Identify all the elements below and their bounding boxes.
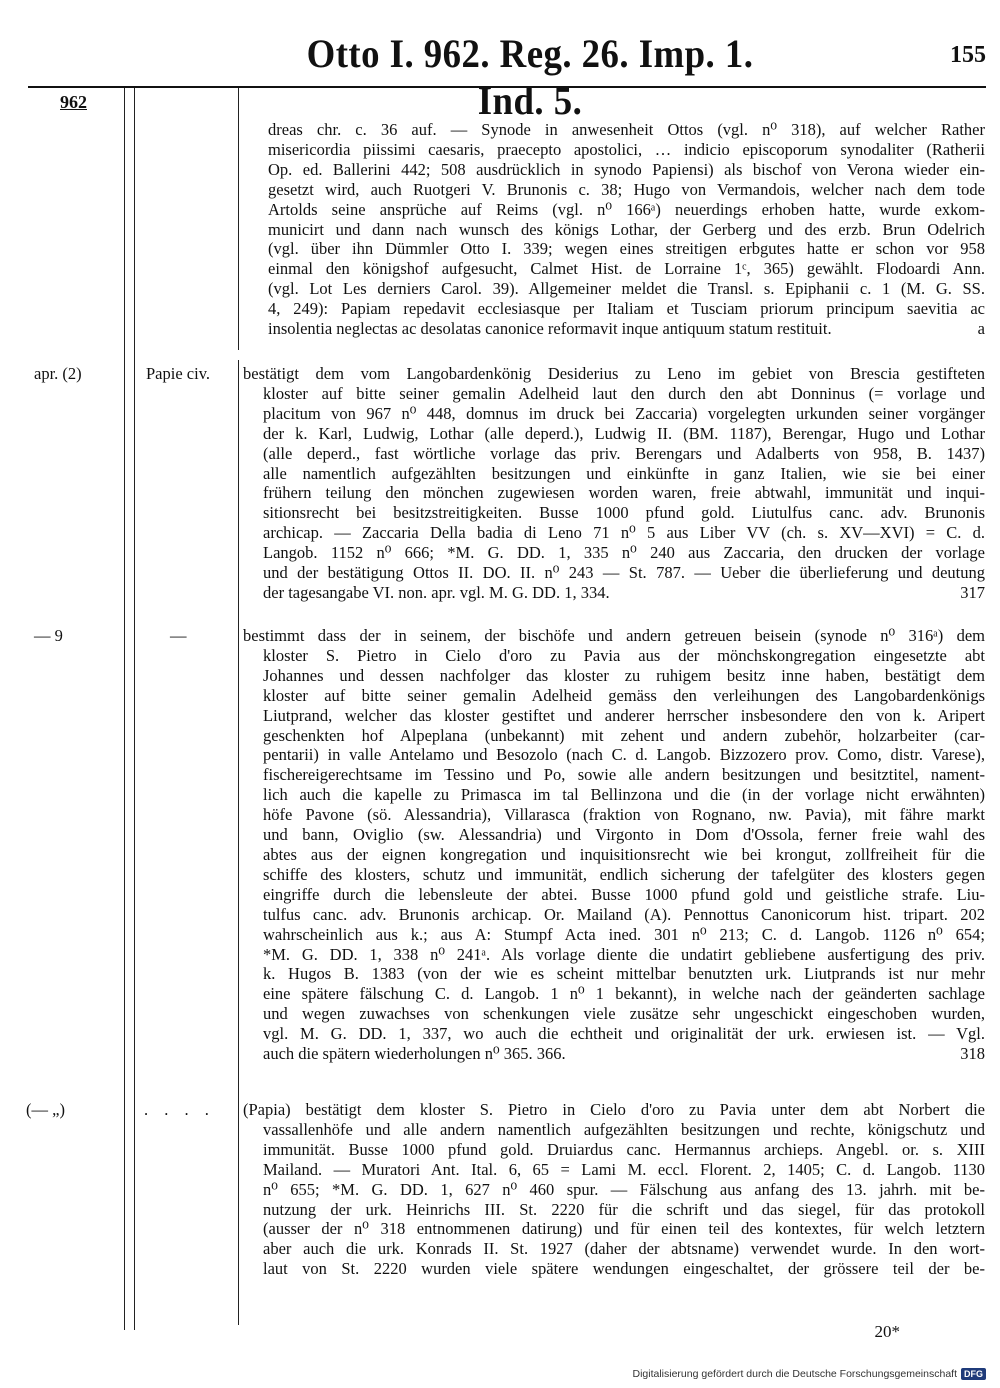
- text-line: bestimmt dass der in seinem, der bischöfe und andern getreuen beisein (synode n⁰ 316ᵃ) dem: [243, 626, 985, 645]
- text-line: nutzung der urk. Heinrichs III. St. 2220 für die schrift und das siegel, für das protokoll: [263, 1199, 985, 1219]
- text-line: dreas chr. c. 36 auf. — Synode in anwesenheit Ottos (vgl. n⁰ 318), auf welcher Rather: [268, 120, 985, 139]
- text-line: der k. Karl, Ludwig, Lothar (alle deperd.), Ludwig II. (BM. 1187), Berengar, Hugo und Lothar: [263, 423, 985, 443]
- text-line: eingriffe durch die lebensleute der abtei. Busse 1000 pfund gold und geistliche strafe. Liu-: [263, 884, 985, 904]
- entry-continuation: [268, 120, 985, 339]
- text-line: (alle deperd., fast wörtliche vorlage das priv. Berengars und Adalberts von 958, B. 1437): [263, 443, 985, 463]
- text-line: gesetzt wird, auch Ruotgeri V. Brunonis c. 38; Hugo von Vermandois, welcher nach dem tode: [268, 179, 985, 199]
- text-line: lich auch die kapelle zu Primasca im tal Bellinzona und die (in der vorlage nicht erwähnten): [263, 785, 985, 805]
- text-line: [243, 1044, 985, 1064]
- text-line: Artolds seine ansprüche auf Reims (vgl. n⁰ 166ᵃ) neuerdings erhoben hatte, wurde exkom-: [268, 199, 985, 219]
- entry-317: [243, 364, 985, 603]
- text-line: aber auch die urk. Konrads II. St. 1927 (daher der abtsname) verwendet wurde. In den wort-: [263, 1239, 985, 1259]
- column-rule-middle: [134, 88, 135, 1330]
- text-line: immunität. Busse 1000 pfund gold. Druiardus canc. Hermannus archieps. Angebl. or. s. XIII: [263, 1139, 985, 1159]
- date-marginal: — 9: [34, 626, 63, 645]
- page-header-title: Otto I. 962. Reg. 26. Imp. 1. Ind. 5.: [306, 31, 754, 123]
- text-line: einmal den königshof aufgesucht, Calmet Hist. de Lorraine 1ᶜ, 365) gewählt. Flodoardi Ann.: [268, 259, 985, 279]
- column-rule-left: [124, 88, 125, 1330]
- text-line: (Papia) bestätigt dem kloster S. Pietro in Cielo d'oro zu Pavia unter dem abt Norbert die: [243, 1100, 985, 1119]
- text-line: k. Hugos B. 1383 (von der wie es scheint mittelbar benutzten urk. Liutprands ist nur mehr: [263, 964, 985, 984]
- date-marginal: apr. (2): [34, 364, 82, 383]
- page-number: 155: [950, 42, 986, 68]
- text-line: *M. G. DD. 1, 338 n⁰ 241ᵃ. Als vorlage diente die undatirt gebliebene ausfertigung des priv.: [263, 944, 985, 964]
- place-marginal: . . . .: [144, 1100, 215, 1119]
- text-line: vassallenhöfe und alle andern namentlich aufgezählten besitzungen und rechte, königschutz und: [263, 1119, 985, 1139]
- text-line: laut von St. 2220 wurden viele spätere wendungen eingeschaltet, der grössere teil der be-: [263, 1259, 985, 1279]
- text-line: und der bestätigung Ottos II. DO. II. n⁰ 243 — St. 787. — Ueber die überlieferung und deutung: [263, 563, 985, 583]
- text-line: kloster auf bitte seiner gemalin Adelheid laut den durch den abt Donninus (= vorlage und: [263, 383, 985, 403]
- entry-spurious: [243, 1100, 985, 1279]
- text-line: und wegen zuwachses von schenkungen viele zusätze sehr ungeschickt eingeschoben wurden,: [263, 1004, 985, 1024]
- place-marginal: Papie civ.: [146, 364, 210, 383]
- text-line: abtes aus der eignen kongregation und inquisitionsrecht wie bei krongut, zollfreiheit für die: [263, 844, 985, 864]
- text-line: schiffe des klosters, schutz und immunität, endlich sicherung der tafelgüter des klosters gegen: [263, 864, 985, 884]
- text-line: pentarii) in valle Antelamo und Besozolo (nach C. d. Langob. Bizzozero prov. Como, distr. Varese),: [263, 745, 985, 765]
- header-rule: [28, 86, 986, 88]
- text-line: Langob. 1152 n⁰ 666; *M. G. DD. 1, 335 n⁰ 240 aus Zaccaria, den drucken der vorlage: [263, 543, 985, 563]
- text-line: höfe Pavone (sö. Alessandria), Villarasca (fraktion von Rognano, nw. Pavia), mit fähre markt: [263, 805, 985, 825]
- column-rule-right-lower: [238, 360, 239, 1325]
- text-line: bestätigt dem vom Langobardenkönig Desiderius zu Leno im gebiet von Brescia gestifteten: [243, 364, 985, 383]
- entry-number: 317: [960, 582, 985, 602]
- entry-number: a: [977, 319, 985, 339]
- digitization-credit: [632, 1368, 986, 1380]
- text-line: Mailand. — Muratori Ant. Ital. 6, 65 = Lami M. eccl. Florent. 2, 1405; C. d. Langob. 1130: [263, 1159, 985, 1179]
- text-line: (vgl. Lot Les derniers Carol. 39). Allgemeiner meldet die Transl. s. Epiphanii c. 1 (M. G. SS.: [268, 279, 985, 299]
- text-line: n⁰ 655; *M. G. DD. 1, 627 n⁰ 460 spur. — Fälschung aus anfang des 13. jahrh. mit be-: [263, 1179, 985, 1199]
- credit-text: Digitalisierung gefördert durch die Deutsche Forschungsgemeinschaft: [632, 1368, 957, 1380]
- text-line-content: auch die spätern wiederholungen n⁰ 365. 366.: [263, 1044, 566, 1064]
- entry-318: [243, 626, 985, 1064]
- text-line: placitum von 967 n⁰ 448, domnus im druck bei Zaccaria) vorgelegten urkunden seiner vorgänger: [263, 403, 985, 423]
- text-line: Liutprand, welcher das kloster gestiftet und anderer herrscher insbesondere den von k. Aripert: [263, 705, 985, 725]
- text-line: (vgl. über ihn Dümmler Otto I. 339; wegen eines streitigen erbgutes hatte er schon vor 958: [268, 239, 985, 259]
- text-line: tulfus canc. adv. Brunonis archicap. Or. Mailand (A). Pennottus Canonicorum hist. tripart. 202: [263, 904, 985, 924]
- text-line: misericordia piissimi caesaris, praecepto apostolici, … indicio episcoporum synodaliter (Ratherii: [268, 139, 985, 159]
- year-marginal: 962: [60, 92, 87, 112]
- text-line: [268, 319, 985, 339]
- text-line: Johannes und dessen nachfolger das kloster zu ruhigem besitz inne haben, bestätigt dem: [263, 665, 985, 685]
- text-line: und bann, Oviglio (sw. Alessandria) und Virgonto in Dom d'Ossola, ferner freie wahl des: [263, 825, 985, 845]
- text-line: archicap. — Zaccaria Della badia di Leno 71 n⁰ 5 aus Liber VV (ch. s. XV—XVI) = C. d.: [263, 523, 985, 543]
- text-line: municirt und dann nach wunsch des königs Lothar, der Gerberg und des erzb. Brun Odelrich: [268, 219, 985, 239]
- text-line: [243, 583, 985, 603]
- entry-number: 318: [960, 1044, 985, 1064]
- text-line: (ausser der n⁰ 318 entnommenen datirung) und für einen teil des kontextes, für welch letztern: [263, 1219, 985, 1239]
- date-marginal: (— „): [26, 1100, 65, 1119]
- text-line-content: insolentia neglectas ac desolatas canonice reformavit inque antiquum statum restituit.: [268, 319, 832, 339]
- text-line: kloster S. Pietro in Cielo d'oro zu Pavia aus der mönchskongregation eingesetzte abt: [263, 645, 985, 665]
- text-line: eine spätere fälschung C. d. Langob. 1 n⁰ 1 bekannt), in welche nach der geänderten sachlage: [263, 984, 985, 1004]
- dfg-logo: DFG: [961, 1368, 986, 1380]
- signature-mark: 20*: [874, 1322, 900, 1341]
- text-line: kloster auf bitte seiner gemalin Adelheid gemäss den verleihungen des Langobardenkönigs: [263, 685, 985, 705]
- text-line: Op. ed. Ballerini 442; 508 ausdrücklich in synodo Papiensi) als bischof von Verona wieder ein-: [268, 159, 985, 179]
- text-line: wahrscheinlich aus k.; aus A: Stumpf Acta ined. 301 n⁰ 213; C. d. Langob. 1126 n⁰ 654;: [263, 924, 985, 944]
- text-line-content: der tagesangabe VI. non. apr. vgl. M. G. DD. 1, 334.: [263, 582, 610, 602]
- text-line: geschenkten hof Alpeplana (unbekannt) mit zehent und andern zubehör, holzarbeiter (car-: [263, 725, 985, 745]
- text-line: vgl. M. G. DD. 1, 337, wo auch die echtheit und originalität der urk. erwiesen ist. — Vgl.: [263, 1024, 985, 1044]
- place-marginal: —: [170, 626, 187, 645]
- text-line: fischereigerechtsame im Tessino und Po, sowie alle andern besitzungen und besitztitel, nament-: [263, 765, 985, 785]
- text-line: frühern teilung den mönchen zugewiesen worden waren, freie abtwahl, immunität und inqui-: [263, 483, 985, 503]
- text-line: sitionsrecht bei besitzstreitigkeiten. Busse 1000 pfund gold. Liutulfus canc. adv. Brunonis: [263, 503, 985, 523]
- text-line: alle namentlich aufgezählten besitzungen und einkünfte in ganz Italien, wie sie bei einer: [263, 463, 985, 483]
- column-rule-right: [238, 88, 239, 350]
- text-line: 4, 249): Papiam repedavit ecclesiasque per Italiam et Tusciam priorum principum saevitia ac: [268, 299, 985, 319]
